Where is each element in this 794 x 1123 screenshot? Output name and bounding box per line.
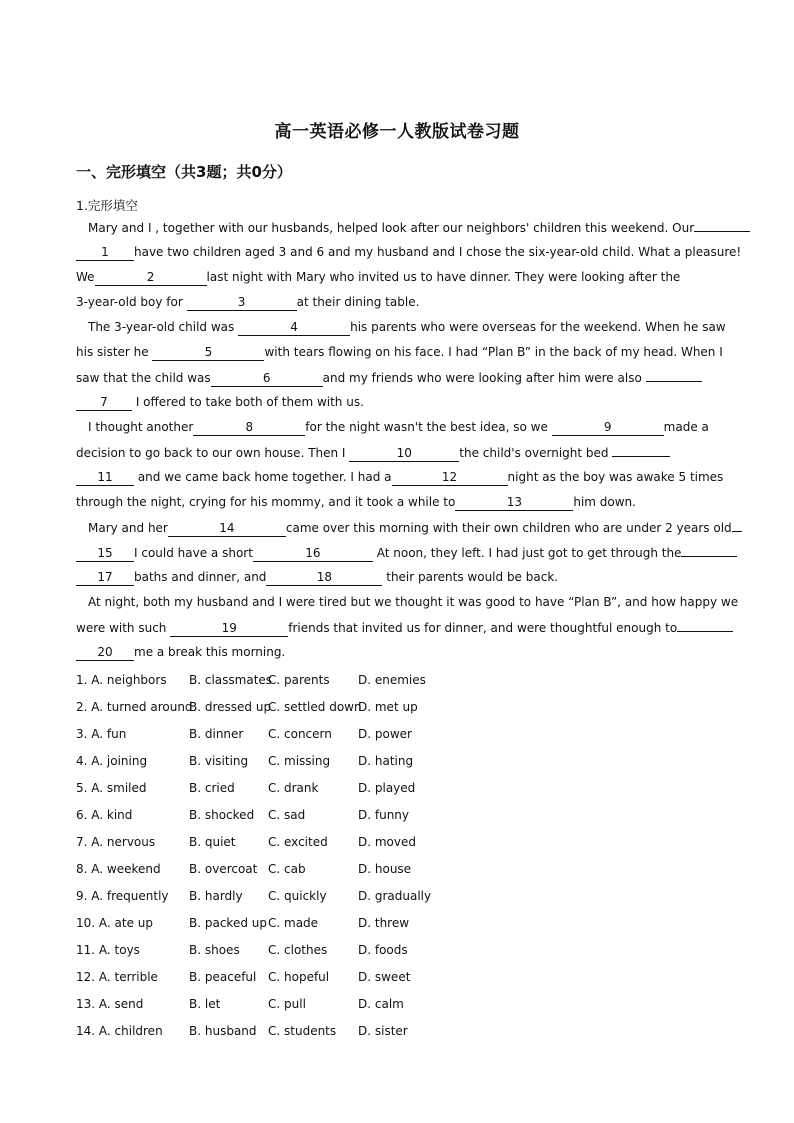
passage-text: me a break this morning. [134, 645, 286, 659]
option-row [76, 912, 718, 939]
passage-text: 3-year-old boy for [76, 295, 187, 309]
option-choice: B. shoes [189, 943, 240, 957]
passage-line [76, 640, 718, 665]
passage-line [76, 290, 718, 315]
answer-blank[interactable] [677, 615, 733, 632]
option-choice: D. calm [358, 997, 404, 1011]
option-choice: B. dinner [189, 727, 244, 741]
passage-text: came over this morning with their own children who are under 2 years old [285, 521, 732, 535]
option-choice: B. cried [189, 781, 235, 795]
answer-blank[interactable]: 2 [95, 269, 207, 286]
option-choice: 14. A. children [76, 1024, 163, 1038]
passage-text: baths and dinner, and [134, 570, 267, 584]
option-row [76, 669, 718, 696]
answer-blank[interactable]: 12 [392, 469, 508, 486]
passage-text: last night with Mary who invited us to have dinner. They were looking after the [206, 270, 681, 284]
question-label: 1.完形填空 [76, 198, 138, 213]
option-choice: D. played [358, 781, 416, 795]
option-choice: 8. A. weekend [76, 862, 161, 876]
answer-blank[interactable]: 6 [211, 370, 323, 387]
option-choice: B. overcoat [189, 862, 258, 876]
option-row [76, 723, 718, 750]
answer-blank[interactable]: 8 [193, 419, 305, 436]
option-choice: C. sad [268, 808, 306, 822]
passage-line [76, 390, 718, 415]
passage-text: his sister he [76, 345, 153, 359]
option-choice: C. drank [268, 781, 319, 795]
option-choice: 11. A. toys [76, 943, 140, 957]
option-choice: C. hopeful [268, 970, 330, 984]
option-row [76, 966, 718, 993]
option-choice: B. dressed up [189, 700, 272, 714]
option-row [76, 885, 718, 912]
option-choice: B. classmates [189, 673, 273, 687]
option-choice: D. power [358, 727, 412, 741]
option-choice: 5. A. smiled [76, 781, 147, 795]
option-choice: D. hating [358, 754, 414, 768]
option-choice: B. peaceful [189, 970, 257, 984]
option-choice: B. packed up [189, 916, 267, 930]
option-choice: C. concern [268, 727, 332, 741]
option-choice: C. excited [268, 835, 328, 849]
option-choice: B. hardly [189, 889, 243, 903]
passage-text: At noon, they left. I had just got to get through the [372, 546, 682, 560]
option-choice: D. sister [358, 1024, 408, 1038]
answer-blank[interactable]: 14 [168, 520, 286, 537]
option-row [76, 1020, 718, 1047]
option-choice: 1. A. neighbors [76, 673, 167, 687]
passage-text: Mary and I , together with our husbands, helped look after our neighbors' children this weekend. Our [88, 221, 695, 235]
option-choice: D. enemies [358, 673, 426, 687]
answer-blank[interactable]: 16 [253, 545, 373, 562]
option-choice: C. pull [268, 997, 306, 1011]
option-choice: B. husband [189, 1024, 257, 1038]
passage-text: have two children aged 3 and 6 and my husband and I chose the six-year-old child. What a pleasure! [134, 245, 742, 259]
passage-line [76, 415, 718, 440]
section-heading: 一、完形填空（共3题；共0分） [76, 163, 292, 181]
passage-line [76, 565, 718, 590]
passage-line [76, 215, 718, 240]
option-choice: B. let [189, 997, 221, 1011]
passage-text: his parents who were overseas for the weekend. When he saw [350, 320, 726, 334]
option-choice: 12. A. terrible [76, 970, 158, 984]
passage-text: with tears flowing on his face. I had “Plan B” in the back of my head. When I [264, 345, 723, 359]
passage-text: Mary and her [88, 521, 168, 535]
page-title: 高一英语必修一人教版试卷习题 [274, 122, 520, 142]
answer-blank[interactable]: 7 [76, 394, 132, 411]
answer-blank[interactable] [694, 215, 750, 232]
answer-blank[interactable]: 20 [76, 644, 134, 661]
option-row [76, 777, 718, 804]
passage-line [76, 315, 726, 340]
answer-blank[interactable]: 4 [238, 319, 350, 336]
option-choice: C. made [268, 916, 319, 930]
passage-line [76, 540, 718, 565]
option-choice: D. moved [358, 835, 417, 849]
passage-line [76, 440, 718, 465]
passage-text: their parents would be back. [382, 570, 559, 584]
cloze-passage [76, 215, 742, 665]
passage-text: I offered to take both of them with us. [132, 395, 364, 409]
option-choice: 4. A. joining [76, 754, 148, 768]
passage-line [76, 340, 723, 365]
answer-blank[interactable]: 17 [76, 569, 134, 586]
option-choice: C. quickly [268, 889, 327, 903]
option-choice: 10. A. ate up [76, 916, 154, 930]
option-choice: C. parents [268, 673, 330, 687]
passage-text: decision to go back to our own house. Then I [76, 446, 350, 460]
passage-text: night as the boy was awake 5 times [507, 470, 724, 484]
passage-text: at their dining table. [296, 295, 420, 309]
answer-blank[interactable]: 13 [455, 494, 573, 511]
option-row [76, 831, 718, 858]
option-choice: B. shocked [189, 808, 255, 822]
passage-text: saw that the child was [76, 371, 211, 385]
passage-line [76, 490, 718, 515]
passage-text: friends that invited us for dinner, and were thoughtful enough to [288, 621, 678, 635]
answer-blank[interactable] [646, 365, 702, 382]
passage-text: the child's overnight bed [459, 446, 613, 460]
option-choice: D. foods [358, 943, 408, 957]
option-choice: 6. A. kind [76, 808, 133, 822]
passage-text: and we came back home together. I had a [134, 470, 392, 484]
passage-text: through the night, crying for his mommy, and it took a while to [76, 495, 456, 509]
passage-text: made a [663, 420, 709, 434]
passage-text: and my friends who were looking after him were also [322, 371, 646, 385]
option-choice: 2. A. turned around [76, 700, 193, 714]
passage-text: I thought another [88, 420, 194, 434]
passage-text: I could have a short [134, 546, 253, 560]
option-choice: 7. A. nervous [76, 835, 156, 849]
answer-blank[interactable] [612, 440, 670, 457]
answer-blank[interactable]: 3 [187, 294, 297, 311]
passage-line [76, 465, 724, 490]
answer-blank[interactable] [681, 540, 737, 557]
option-choice: C. clothes [268, 943, 328, 957]
option-choice: 9. A. frequently [76, 889, 169, 903]
passage-text: At night, both my husband and I were tired but we thought it was good to have “Plan B”, and how happy we [88, 595, 739, 609]
answer-blank[interactable]: 19 [170, 620, 288, 637]
passage-line [76, 240, 742, 265]
option-choice: C. cab [268, 862, 306, 876]
option-choice: D. met up [358, 700, 418, 714]
option-row [76, 804, 718, 831]
option-row [76, 750, 718, 777]
passage-text: We [76, 270, 95, 284]
answer-blank[interactable]: 18 [266, 569, 382, 586]
passage-line [76, 515, 732, 540]
option-choice: 3. A. fun [76, 727, 127, 741]
option-row [76, 696, 718, 723]
option-choice: C. settled down [268, 700, 362, 714]
option-choice: D. sweet [358, 970, 411, 984]
option-choice: D. threw [358, 916, 410, 930]
passage-line [76, 590, 739, 615]
passage-line [76, 615, 718, 640]
answer-options [76, 669, 718, 1047]
option-row [76, 993, 718, 1020]
option-choice: C. students [268, 1024, 337, 1038]
answer-blank[interactable]: 5 [152, 344, 264, 361]
passage-text: him down. [573, 495, 636, 509]
passage-text: were with such [76, 621, 171, 635]
option-choice: D. house [358, 862, 412, 876]
answer-blank[interactable]: 10 [349, 445, 459, 462]
option-choice: D. gradually [358, 889, 432, 903]
passage-text: The 3-year-old child was [88, 320, 239, 334]
option-choice: B. quiet [189, 835, 236, 849]
passage-text: for the night wasn't the best idea, so we [305, 420, 552, 434]
answer-blank[interactable]: 9 [552, 419, 664, 436]
option-choice: C. missing [268, 754, 331, 768]
answer-blank[interactable]: 11 [76, 469, 134, 486]
answer-blank[interactable]: 15 [76, 545, 134, 562]
passage-line [76, 365, 718, 390]
option-row [76, 858, 718, 885]
option-choice: 13. A. send [76, 997, 144, 1011]
option-row [76, 939, 718, 966]
answer-blank[interactable]: 1 [76, 244, 134, 261]
option-choice: D. funny [358, 808, 410, 822]
answer-blank[interactable] [732, 515, 742, 532]
passage-line [76, 265, 718, 290]
option-choice: B. visiting [189, 754, 249, 768]
